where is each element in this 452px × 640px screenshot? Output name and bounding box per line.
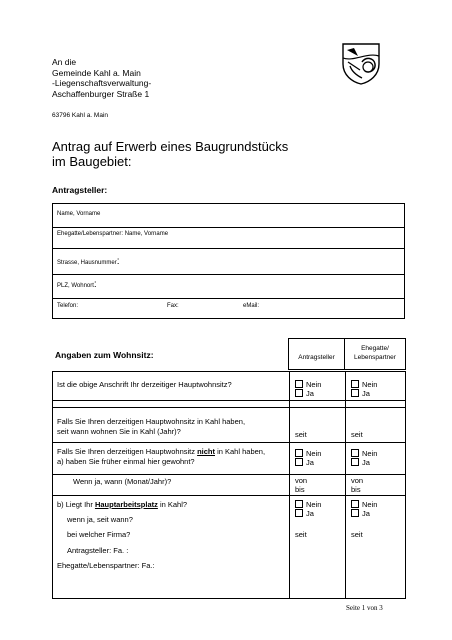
checkbox[interactable] bbox=[295, 380, 303, 388]
applicant-company-field[interactable]: Antragsteller: Fa. : bbox=[67, 546, 129, 555]
name-field[interactable]: Name, Vorname bbox=[57, 211, 101, 217]
applicant-heading: Antragsteller: bbox=[52, 185, 108, 195]
applicant-workplace-yes[interactable] bbox=[295, 509, 314, 519]
checkbox[interactable] bbox=[351, 509, 359, 517]
city-colon: : bbox=[93, 279, 97, 290]
address-line: An die bbox=[52, 57, 77, 67]
applicant-main-residence-yes[interactable] bbox=[295, 389, 314, 399]
spouse-workplace-since-input[interactable]: seit bbox=[351, 530, 363, 539]
email-field[interactable]: eMail: bbox=[243, 303, 260, 309]
city-label: PLZ, Wohnort bbox=[57, 283, 94, 289]
checkbox[interactable] bbox=[295, 449, 303, 457]
option-label: Ja bbox=[362, 389, 370, 398]
column-divider bbox=[289, 372, 290, 598]
option-label: Nein bbox=[362, 380, 378, 389]
applicant-lived-here-yes[interactable] bbox=[295, 458, 314, 468]
checkbox[interactable] bbox=[351, 380, 359, 388]
applicant-from-input[interactable]: von bbox=[295, 476, 308, 485]
question-since-when: Falls Sie Ihren derzeitigen Hauptwohnsitz in Kahl haben, bbox=[57, 417, 246, 426]
zip-city: 63796 Kahl a. Main bbox=[52, 112, 109, 119]
applicant-workplace-since-input[interactable]: seit bbox=[295, 530, 307, 539]
checkbox[interactable] bbox=[351, 500, 359, 508]
question-lived-here: a) haben Sie früher einmal hier gewohnt? bbox=[57, 457, 195, 466]
question-not-in-kahl: Falls Sie Ihren derzeitigen Hauptwohnsitz nicht in Kahl haben, bbox=[57, 447, 266, 456]
question-workplace-since: wenn ja, seit wann? bbox=[67, 515, 133, 524]
spouse-to-input[interactable]: bis bbox=[351, 485, 361, 494]
page-title bbox=[52, 139, 288, 169]
residence-table bbox=[52, 371, 406, 599]
city-field[interactable] bbox=[57, 279, 97, 290]
row-divider bbox=[53, 298, 404, 299]
address-line: -Liegenschaftsverwaltung- bbox=[52, 78, 152, 89]
question-when: Wenn ja, wann (Monat/Jahr)? bbox=[73, 477, 172, 486]
coat-of-arms-icon bbox=[338, 40, 384, 86]
row-divider bbox=[53, 274, 404, 275]
street-colon: : bbox=[116, 256, 120, 267]
question-main-residence: Ist die obige Anschrift Ihr derzeitiger Hauptwohnsitz? bbox=[57, 380, 232, 389]
applicant-since-input[interactable]: seit bbox=[295, 430, 307, 439]
checkbox[interactable] bbox=[295, 458, 303, 466]
column-header-spouse bbox=[344, 338, 406, 370]
option-label: Ja bbox=[306, 458, 314, 467]
checkbox[interactable] bbox=[351, 458, 359, 466]
question-company: bei welcher Firma? bbox=[67, 530, 131, 539]
address-line: Gemeinde Kahl a. Main bbox=[52, 67, 141, 78]
title-line: Antrag auf Erwerb eines Baugrundstücks bbox=[52, 139, 289, 154]
option-label: Ja bbox=[362, 458, 370, 467]
spouse-company-field[interactable]: Ehegatte/Lebenspartner: Fa.: bbox=[57, 561, 155, 570]
option-label: Ja bbox=[362, 509, 370, 518]
residence-heading: Angaben zum Wohnsitz: bbox=[55, 350, 154, 360]
row-divider bbox=[53, 495, 405, 496]
option-label: Ja bbox=[306, 389, 314, 398]
option-label: Nein bbox=[362, 449, 378, 458]
option-label: Nein bbox=[306, 380, 322, 389]
spouse-main-residence-yes[interactable] bbox=[351, 389, 370, 399]
row-divider bbox=[53, 442, 405, 443]
checkbox[interactable] bbox=[351, 389, 359, 397]
column-divider bbox=[345, 372, 346, 598]
option-label: Ja bbox=[306, 509, 314, 518]
row-divider bbox=[53, 407, 405, 408]
col-applicant-label: Antragsteller bbox=[298, 354, 335, 361]
title-line: im Baugebiet: bbox=[52, 154, 132, 169]
option-label: Nein bbox=[306, 500, 322, 509]
address-line: Aschaffenburger Straße 1 bbox=[52, 88, 150, 99]
option-label: Nein bbox=[362, 500, 378, 509]
row-divider bbox=[53, 400, 405, 401]
applicant-form bbox=[52, 203, 405, 319]
checkbox[interactable] bbox=[351, 449, 359, 457]
street-label: Strasse, Hausnummer bbox=[57, 260, 117, 266]
checkbox[interactable] bbox=[295, 389, 303, 397]
spouse-lived-here-yes[interactable] bbox=[351, 458, 370, 468]
street-field[interactable] bbox=[57, 256, 119, 267]
checkbox[interactable] bbox=[295, 500, 303, 508]
question-since-when-2: seit wann wohnen Sie in Kahl (Jahr)? bbox=[57, 427, 181, 436]
column-header-applicant bbox=[288, 338, 345, 370]
recipient-address bbox=[52, 57, 151, 99]
spouse-name-field[interactable]: Ehegatte/Lebenspartner: Name, Vorname bbox=[57, 231, 169, 237]
applicant-to-input[interactable]: bis bbox=[295, 485, 305, 494]
spouse-from-input[interactable]: von bbox=[351, 476, 364, 485]
phone-field[interactable]: Telefon: bbox=[57, 303, 79, 309]
row-divider bbox=[53, 248, 404, 249]
row-divider bbox=[53, 474, 405, 475]
page-number: Seite 1 von 3 bbox=[346, 604, 383, 612]
fax-field[interactable]: Fax: bbox=[167, 303, 179, 309]
question-workplace: b) Liegt Ihr Hauptarbeitsplatz in Kahl? bbox=[57, 500, 188, 509]
col-spouse-label-2: Lebenspartner bbox=[354, 354, 396, 361]
row-divider bbox=[53, 227, 404, 228]
spouse-since-input[interactable]: seit bbox=[351, 430, 363, 439]
spouse-workplace-yes[interactable] bbox=[351, 509, 370, 519]
option-label: Nein bbox=[306, 449, 322, 458]
checkbox[interactable] bbox=[295, 509, 303, 517]
col-spouse-label-1: Ehegatte/ bbox=[361, 345, 389, 352]
